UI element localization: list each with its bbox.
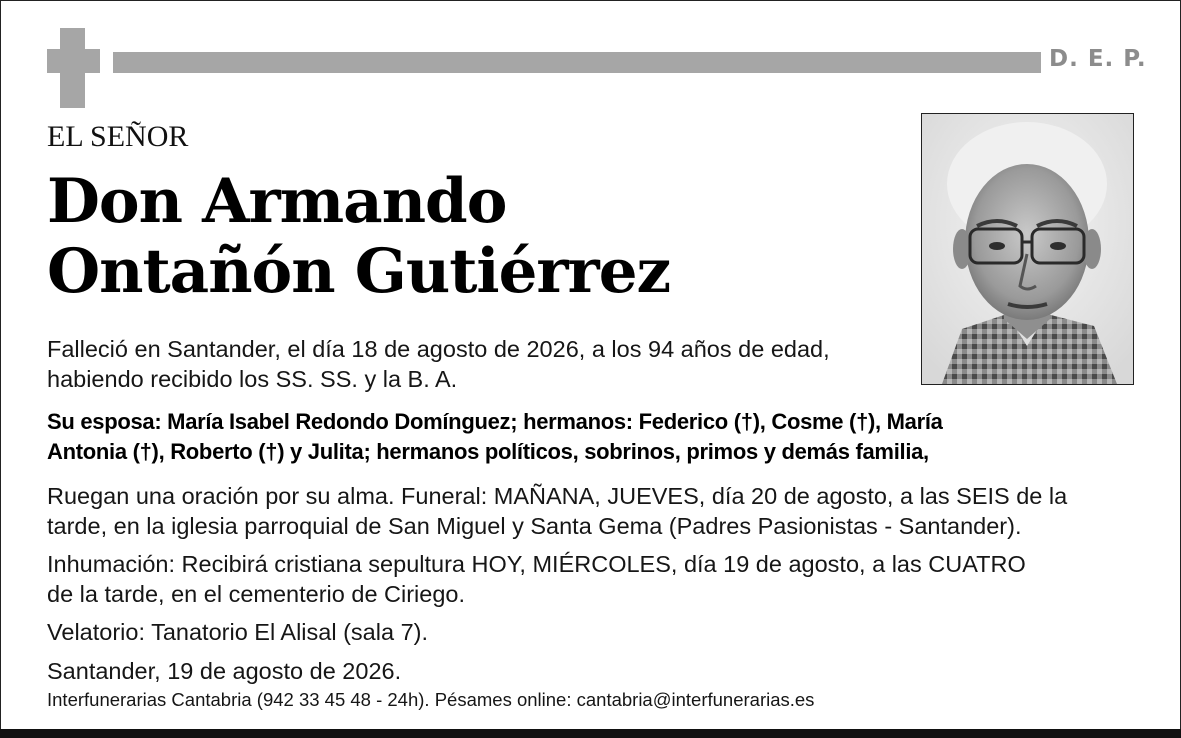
family-line: Su esposa: María Isabel Redondo Domínguez; hermanos: Federico (†), Cosme (†), María — [47, 409, 943, 434]
family-line: Antonia (†), Roberto (†) y Julita; hermanos políticos, sobrinos, primos y demás familia, — [47, 439, 929, 464]
cross-icon — [47, 28, 100, 108]
place-date: Santander, 19 de agosto de 2026. — [47, 658, 402, 684]
deceased-name-line2: Ontañón Gutiérrez — [47, 236, 671, 307]
deceased-name-line1: Don Armando — [47, 166, 507, 237]
death-notice-line: Falleció en Santander, el día 18 de agosto de 2026, a los 94 años de edad, — [47, 336, 830, 362]
funeral-home-contact: Interfunerarias Cantabria (942 33 45 48 - 24h). Pésames online: cantabria@interfunerarias.es — [47, 689, 815, 710]
header-rule — [113, 52, 1041, 73]
wake-line: Velatorio: Tanatorio El Alisal (sala 7). — [47, 619, 428, 645]
funeral-info — [47, 481, 1067, 541]
burial-line: de la tarde, en el cementerio de Ciriego. — [47, 581, 466, 607]
wake-info — [47, 617, 428, 647]
dep-label: D. E. P. — [1049, 46, 1147, 72]
bottom-bar — [0, 729, 1181, 738]
funeral-line: tarde, en la iglesia parroquial de San Miguel y Santa Gema (Padres Pasionistas - Santander). — [47, 513, 1022, 539]
death-notice-line: habiendo recibido los SS. SS. y la B. A. — [47, 366, 458, 392]
family-list — [47, 407, 943, 467]
deceased-portrait — [921, 113, 1134, 385]
honorific: EL SEÑOR — [47, 120, 189, 153]
funeral-line: Ruegan una oración por su alma. Funeral: MAÑANA, JUEVES, día 20 de agosto, a las SEIS de la — [47, 483, 1068, 509]
burial-info — [47, 549, 1026, 609]
burial-line: Inhumación: Recibirá cristiana sepultura HOY, MIÉRCOLES, día 19 de agosto, a las CUATRO — [47, 551, 1026, 577]
death-notice — [47, 334, 830, 394]
